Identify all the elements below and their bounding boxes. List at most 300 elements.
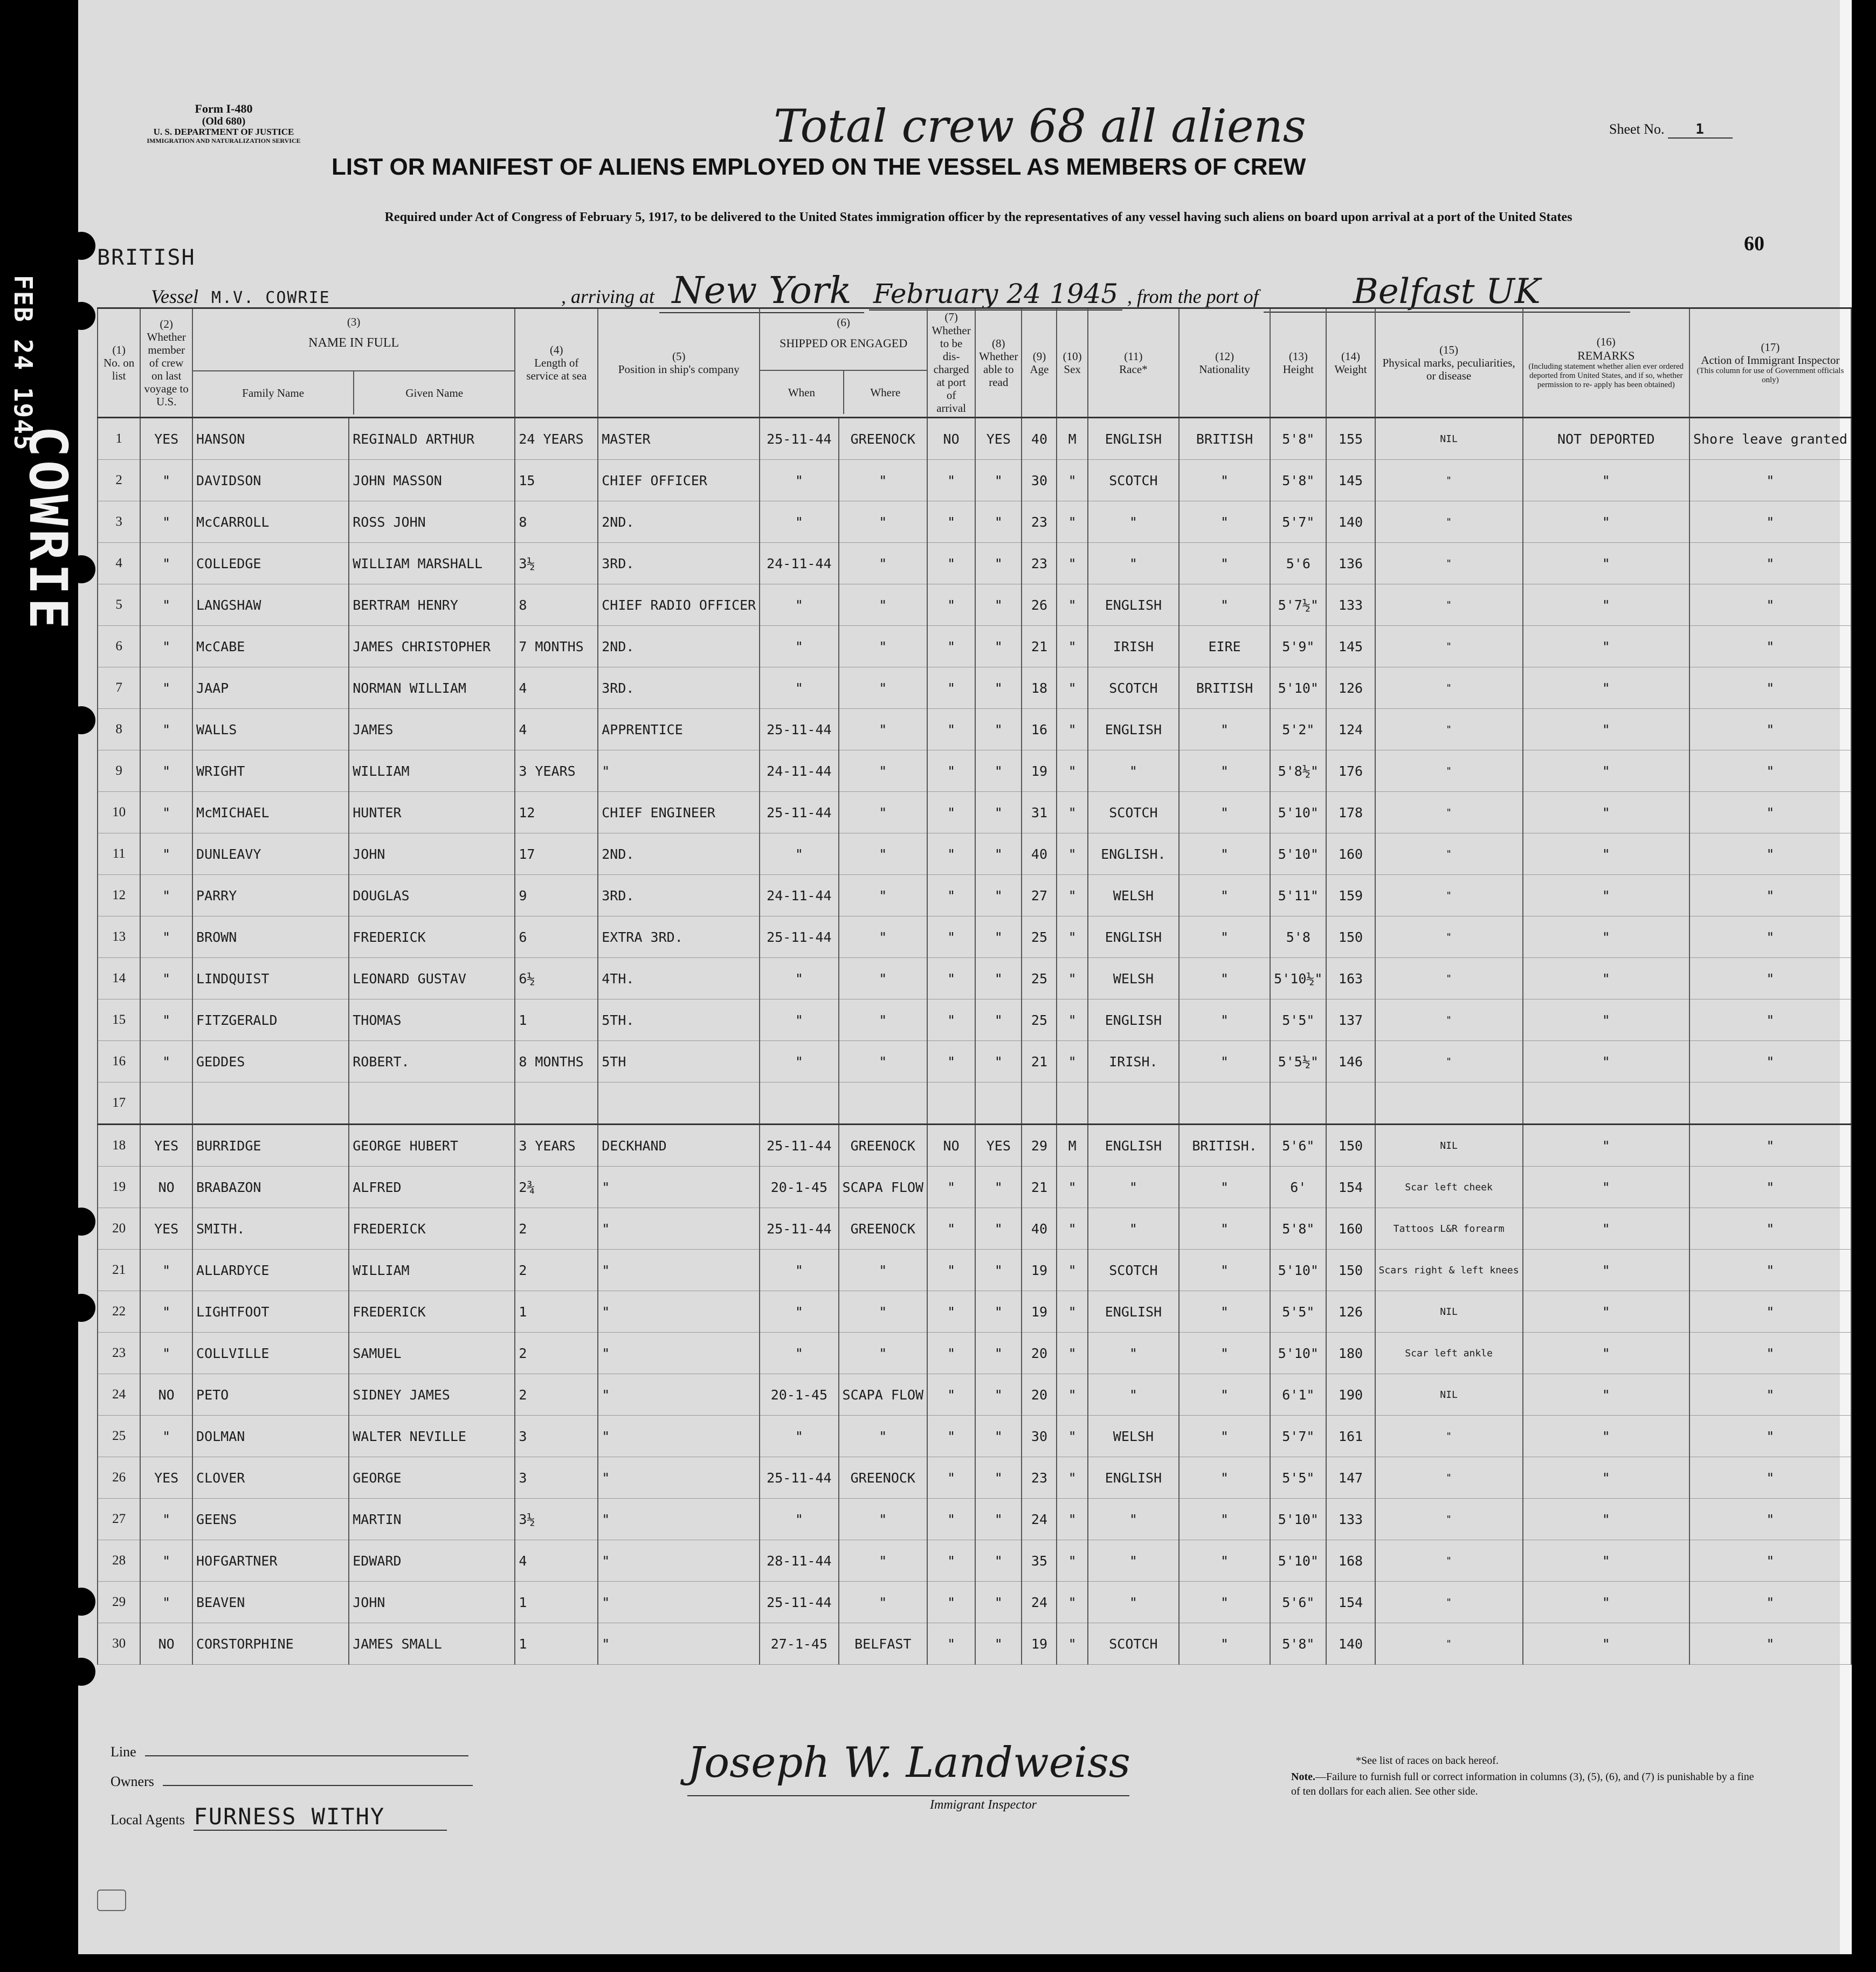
table-row: [98, 1167, 1851, 1208]
family-name: CORSTORPHINE: [192, 1623, 349, 1665]
weight: 154: [1326, 1167, 1375, 1208]
sex: ": [1057, 1623, 1087, 1665]
given-name: ROBERT.: [349, 1041, 515, 1082]
last-voyage: ": [140, 916, 192, 958]
table-row: [98, 584, 1851, 626]
inspector-action: ": [1689, 667, 1851, 709]
table-row: [98, 1623, 1851, 1665]
shipped-when: 24-11-44: [760, 875, 838, 916]
service-length: 9: [515, 875, 598, 916]
row-number: 1: [98, 418, 140, 460]
shipped-when: ": [760, 1416, 838, 1457]
discharged: ": [927, 1540, 975, 1582]
able-to-read: ": [975, 999, 1022, 1041]
fine-note: [1291, 1770, 1760, 1799]
race: WELSH: [1088, 875, 1179, 916]
weight: 140: [1326, 501, 1375, 543]
race: ENGLISH: [1088, 418, 1179, 460]
age: [1022, 1082, 1057, 1125]
age: 25: [1022, 999, 1057, 1041]
shipped-where: ": [839, 875, 928, 916]
age: 24: [1022, 1582, 1057, 1623]
inspector-action: ": [1689, 875, 1851, 916]
shipped-where: ": [839, 1499, 928, 1540]
inspector-action: ": [1689, 1457, 1851, 1499]
from-label: , from the port of: [1127, 286, 1259, 307]
form-subtitle: Required under Act of Congress of February 5, 1917, to be delivered to the United States immigration officer by the representatives of any vessel having such aliens on board upon arrival at a port of the United States: [384, 210, 1572, 224]
row-number: 11: [98, 833, 140, 875]
discharged: ": [927, 833, 975, 875]
position: 2ND.: [598, 501, 760, 543]
sex: M: [1057, 418, 1087, 460]
service-length: 6: [515, 916, 598, 958]
able-to-read: ": [975, 875, 1022, 916]
weight: 145: [1326, 626, 1375, 667]
given-name: JOHN MASSON: [349, 460, 515, 501]
given-name: NORMAN WILLIAM: [349, 667, 515, 709]
height: 5'7": [1270, 1416, 1326, 1457]
note-text: —Failure to furnish full or correct information in columns (3), (5), (6), and (7) is punishable by a fine of ten dollars for each alien. See other side.: [1291, 1771, 1754, 1797]
vessel-line: [151, 270, 1747, 312]
punch-hole: [67, 706, 95, 734]
height: 5'6: [1270, 543, 1326, 584]
family-name: McCABE: [192, 626, 349, 667]
punch-hole: [67, 1588, 95, 1616]
shipped-where: ": [839, 667, 928, 709]
col-header-no: (1) No. on list: [98, 308, 140, 418]
inspector-action: ": [1689, 1250, 1851, 1291]
position: ": [598, 1250, 760, 1291]
physical-marks: ": [1375, 584, 1523, 626]
manifest-page: [9, 0, 1852, 1954]
position: 3RD.: [598, 543, 760, 584]
nationality: ": [1179, 792, 1270, 833]
vessel-name: M.V. COWRIE: [203, 288, 556, 308]
discharged: ": [927, 709, 975, 750]
table-row: [98, 1082, 1851, 1125]
family-name: BEAVEN: [192, 1582, 349, 1623]
sex: ": [1057, 709, 1087, 750]
weight: 124: [1326, 709, 1375, 750]
inspector-action: ": [1689, 750, 1851, 792]
last-voyage: ": [140, 792, 192, 833]
inspector-action: ": [1689, 1291, 1851, 1333]
inspector-action: ": [1689, 792, 1851, 833]
physical-marks: ": [1375, 999, 1523, 1041]
inspector-action: ": [1689, 501, 1851, 543]
sex: ": [1057, 999, 1087, 1041]
col-header-where: Where: [870, 385, 901, 399]
row-number: 6: [98, 626, 140, 667]
punch-hole: [67, 1658, 95, 1686]
inspector-action: ": [1689, 1374, 1851, 1416]
sex: ": [1057, 750, 1087, 792]
row-number: 15: [98, 999, 140, 1041]
shipped-where: ": [839, 1582, 928, 1623]
form-old-number: (Old 680): [202, 115, 246, 128]
row-number: 8: [98, 709, 140, 750]
vessel-flag: BRITISH: [97, 245, 196, 270]
shipped-when: 28-11-44: [760, 1540, 838, 1582]
able-to-read: ": [975, 1167, 1022, 1208]
last-voyage: ": [140, 833, 192, 875]
shipped-where: ": [839, 1416, 928, 1457]
col-header-action: (17) Action of Immigrant Inspector (This column for use of Government officials only): [1689, 308, 1851, 418]
row-number: 14: [98, 958, 140, 999]
vessel-label: Vessel: [151, 286, 198, 307]
crew-rows: [98, 418, 1851, 1665]
age: 30: [1022, 1416, 1057, 1457]
form-title: LIST OR MANIFEST OF ALIENS EMPLOYED ON THE VESSEL AS MEMBERS OF CREW: [332, 154, 1306, 180]
discharged: ": [927, 1374, 975, 1416]
col-header-race: (11) Race*: [1088, 308, 1179, 418]
sex: ": [1057, 833, 1087, 875]
age: 23: [1022, 543, 1057, 584]
sheet-number: 1: [1668, 121, 1733, 139]
last-voyage: ": [140, 626, 192, 667]
remarks: ": [1523, 958, 1689, 999]
inspector-action: ": [1689, 626, 1851, 667]
weight: 126: [1326, 667, 1375, 709]
inspector-action: ": [1689, 1582, 1851, 1623]
race: ": [1088, 1499, 1179, 1540]
shipped-where: [839, 1082, 928, 1125]
shipped-where: ": [839, 543, 928, 584]
discharged: ": [927, 1499, 975, 1540]
physical-marks: ": [1375, 543, 1523, 584]
shipped-when: 25-11-44: [760, 1582, 838, 1623]
table-row: [98, 1499, 1851, 1540]
col-header-read: (8) Whether able to read: [975, 308, 1022, 418]
position: 2ND.: [598, 626, 760, 667]
row-number: 16: [98, 1041, 140, 1082]
race: ENGLISH: [1088, 999, 1179, 1041]
remarks: ": [1523, 543, 1689, 584]
discharged: ": [927, 1291, 975, 1333]
last-voyage: ": [140, 584, 192, 626]
remarks: ": [1523, 1208, 1689, 1250]
remarks: ": [1523, 833, 1689, 875]
discharged: ": [927, 543, 975, 584]
race: ENGLISH: [1088, 1291, 1179, 1333]
last-voyage: ": [140, 1582, 192, 1623]
last-voyage: NO: [140, 1374, 192, 1416]
row-number: 10: [98, 792, 140, 833]
discharged: ": [927, 1333, 975, 1374]
sex: ": [1057, 1041, 1087, 1082]
shipped-when: ": [760, 1041, 838, 1082]
given-name: JOHN: [349, 833, 515, 875]
weight: 190: [1326, 1374, 1375, 1416]
discharged: ": [927, 501, 975, 543]
service-length: 1: [515, 1623, 598, 1665]
row-number: 5: [98, 584, 140, 626]
able-to-read: ": [975, 709, 1022, 750]
race: SCOTCH: [1088, 1250, 1179, 1291]
nationality: ": [1179, 1540, 1270, 1582]
service-length: 8 MONTHS: [515, 1041, 598, 1082]
height: 5'11": [1270, 875, 1326, 916]
service-length: 2: [515, 1374, 598, 1416]
discharged: ": [927, 1167, 975, 1208]
family-name: GEDDES: [192, 1041, 349, 1082]
from-port: Belfast UK: [1264, 272, 1630, 313]
remarks: ": [1523, 1374, 1689, 1416]
row-number: 17: [98, 1082, 140, 1125]
last-voyage: YES: [140, 1125, 192, 1167]
discharged: ": [927, 584, 975, 626]
last-voyage: NO: [140, 1623, 192, 1665]
weight: 137: [1326, 999, 1375, 1041]
service-length: 2: [515, 1333, 598, 1374]
race: ": [1088, 1374, 1179, 1416]
sex: ": [1057, 584, 1087, 626]
service-length: 1: [515, 1582, 598, 1623]
shipped-where: ": [839, 1291, 928, 1333]
height: 5'10": [1270, 1540, 1326, 1582]
able-to-read: ": [975, 1041, 1022, 1082]
family-name: BURRIDGE: [192, 1125, 349, 1167]
remarks: ": [1523, 1623, 1689, 1665]
height: 5'9": [1270, 626, 1326, 667]
last-voyage: ": [140, 958, 192, 999]
note-label: Note.: [1291, 1771, 1315, 1783]
nationality: ": [1179, 1582, 1270, 1623]
family-name: BROWN: [192, 916, 349, 958]
given-name: [349, 1082, 515, 1125]
table-row: [98, 709, 1851, 750]
shipped-where: ": [839, 1540, 928, 1582]
able-to-read: ": [975, 1623, 1022, 1665]
shipped-where: ": [839, 460, 928, 501]
inspector-action: ": [1689, 1041, 1851, 1082]
table-row: [98, 1582, 1851, 1623]
last-voyage: ": [140, 709, 192, 750]
family-name: SMITH.: [192, 1208, 349, 1250]
row-number: 24: [98, 1374, 140, 1416]
given-name: WILLIAM: [349, 750, 515, 792]
remarks: ": [1523, 1041, 1689, 1082]
discharged: ": [927, 916, 975, 958]
given-name: HUNTER: [349, 792, 515, 833]
nationality: [1179, 1082, 1270, 1125]
family-name: HANSON: [192, 418, 349, 460]
last-voyage: ": [140, 1499, 192, 1540]
row-number: 13: [98, 916, 140, 958]
physical-marks: ": [1375, 1041, 1523, 1082]
table-row: [98, 626, 1851, 667]
shipped-where: GREENOCK: [839, 418, 928, 460]
row-number: 9: [98, 750, 140, 792]
able-to-read: ": [975, 1416, 1022, 1457]
service-length: 17: [515, 833, 598, 875]
remarks: ": [1523, 875, 1689, 916]
age: 31: [1022, 792, 1057, 833]
shipped-where: GREENOCK: [839, 1125, 928, 1167]
given-name: WILLIAM MARSHALL: [349, 543, 515, 584]
family-name: COLLEDGE: [192, 543, 349, 584]
arriving-label: , arriving at: [561, 286, 654, 307]
col-header-discharged: (7) Whether to be dis- charged at port of arrival: [927, 308, 975, 418]
weight: 150: [1326, 916, 1375, 958]
inspector-label: Immigrant Inspector: [930, 1798, 1037, 1812]
family-name: CLOVER: [192, 1457, 349, 1499]
col-header-family: Family Name: [193, 371, 354, 415]
height: 5'10": [1270, 1333, 1326, 1374]
row-number: 2: [98, 460, 140, 501]
position: ": [598, 750, 760, 792]
shipped-where: GREENOCK: [839, 1457, 928, 1499]
last-voyage: ": [140, 875, 192, 916]
shipped-when: ": [760, 501, 838, 543]
position: ": [598, 1457, 760, 1499]
shipped-when: ": [760, 667, 838, 709]
shipped-when: ": [760, 999, 838, 1041]
able-to-read: ": [975, 584, 1022, 626]
given-name: SAMUEL: [349, 1333, 515, 1374]
race: ": [1088, 1582, 1179, 1623]
table-row: [98, 1291, 1851, 1333]
last-voyage: ": [140, 1041, 192, 1082]
col-header-name: (3) NAME IN FULL Family Name Given Name: [192, 308, 515, 418]
service-length: [515, 1082, 598, 1125]
nationality: ": [1179, 916, 1270, 958]
row-number: 29: [98, 1582, 140, 1623]
inspector-action: ": [1689, 958, 1851, 999]
height: 5'10": [1270, 667, 1326, 709]
remarks: ": [1523, 1582, 1689, 1623]
arriving-port: New York: [659, 270, 864, 313]
physical-marks: NIL: [1375, 418, 1523, 460]
race: ENGLISH: [1088, 709, 1179, 750]
last-voyage: [140, 1082, 192, 1125]
service-length: 1: [515, 999, 598, 1041]
weight: 147: [1326, 1457, 1375, 1499]
col-header-height: (13) Height: [1270, 308, 1326, 418]
punch-hole: [67, 1208, 95, 1236]
last-voyage: YES: [140, 1208, 192, 1250]
given-name: GEORGE HUBERT: [349, 1125, 515, 1167]
remarks: ": [1523, 1250, 1689, 1291]
race: ENGLISH: [1088, 1125, 1179, 1167]
physical-marks: ": [1375, 667, 1523, 709]
nationality: BRITISH: [1179, 667, 1270, 709]
remarks: ": [1523, 1540, 1689, 1582]
service-length: 2¾: [515, 1167, 598, 1208]
weight: 163: [1326, 958, 1375, 999]
races-note: *See list of races on back hereof.: [1356, 1755, 1499, 1767]
height: 5'10½": [1270, 958, 1326, 999]
last-voyage: ": [140, 750, 192, 792]
height: 5'6": [1270, 1125, 1326, 1167]
weight: 136: [1326, 543, 1375, 584]
service-length: 3: [515, 1457, 598, 1499]
sex: ": [1057, 1457, 1087, 1499]
service: IMMIGRATION AND NATURALIZATION SERVICE: [147, 136, 301, 144]
shipped-when: ": [760, 1333, 838, 1374]
given-name: JAMES CHRISTOPHER: [349, 626, 515, 667]
age: 25: [1022, 958, 1057, 999]
height: 5'6": [1270, 1582, 1326, 1623]
height: 5'5": [1270, 1291, 1326, 1333]
age: 19: [1022, 750, 1057, 792]
shipped-when: 25-11-44: [760, 709, 838, 750]
able-to-read: ": [975, 833, 1022, 875]
height: [1270, 1082, 1326, 1125]
position: ": [598, 1167, 760, 1208]
nationality: BRITISH: [1179, 418, 1270, 460]
weight: 154: [1326, 1582, 1375, 1623]
row-number: 28: [98, 1540, 140, 1582]
service-length: 15: [515, 460, 598, 501]
position: 2ND.: [598, 833, 760, 875]
row-number: 20: [98, 1208, 140, 1250]
sex: M: [1057, 1125, 1087, 1167]
table-row: [98, 875, 1851, 916]
nationality: ": [1179, 501, 1270, 543]
remarks: ": [1523, 626, 1689, 667]
height: 5'8": [1270, 1208, 1326, 1250]
table-row: [98, 418, 1851, 460]
inspector-action: ": [1689, 543, 1851, 584]
service-length: 3 YEARS: [515, 1125, 598, 1167]
able-to-read: ": [975, 1457, 1022, 1499]
table-row: [98, 1416, 1851, 1457]
given-name: DOUGLAS: [349, 875, 515, 916]
footer-owners: [111, 1774, 473, 1790]
weight: 178: [1326, 792, 1375, 833]
service-length: 4: [515, 667, 598, 709]
service-length: 6½: [515, 958, 598, 999]
nationality: ": [1179, 460, 1270, 501]
physical-marks: ": [1375, 875, 1523, 916]
age: 16: [1022, 709, 1057, 750]
able-to-read: ": [975, 1291, 1022, 1333]
remarks: NOT DEPORTED: [1523, 418, 1689, 460]
family-name: GEENS: [192, 1499, 349, 1540]
shipped-where: ": [839, 501, 928, 543]
table-row: [98, 916, 1851, 958]
table-row: [98, 999, 1851, 1041]
inspector-action: ": [1689, 1167, 1851, 1208]
remarks: ": [1523, 999, 1689, 1041]
physical-marks: ": [1375, 750, 1523, 792]
weight: 126: [1326, 1291, 1375, 1333]
sex: ": [1057, 460, 1087, 501]
family-name: JAAP: [192, 667, 349, 709]
service-length: 3: [515, 1416, 598, 1457]
height: 6'1": [1270, 1374, 1326, 1416]
age: 40: [1022, 418, 1057, 460]
race: IRISH.: [1088, 1041, 1179, 1082]
height: 5'8": [1270, 1623, 1326, 1665]
nationality: ": [1179, 1041, 1270, 1082]
shipped-where: ": [839, 750, 928, 792]
age: 40: [1022, 1208, 1057, 1250]
able-to-read: ": [975, 792, 1022, 833]
age: 25: [1022, 916, 1057, 958]
sex: ": [1057, 1208, 1087, 1250]
weight: 176: [1326, 750, 1375, 792]
age: 18: [1022, 667, 1057, 709]
height: 5'10": [1270, 792, 1326, 833]
height: 5'5": [1270, 999, 1326, 1041]
shipped-when: 25-11-44: [760, 1208, 838, 1250]
remarks: ": [1523, 584, 1689, 626]
sex: ": [1057, 667, 1087, 709]
shipped-when: ": [760, 1250, 838, 1291]
col-header-sex: (10) Sex: [1057, 308, 1087, 418]
